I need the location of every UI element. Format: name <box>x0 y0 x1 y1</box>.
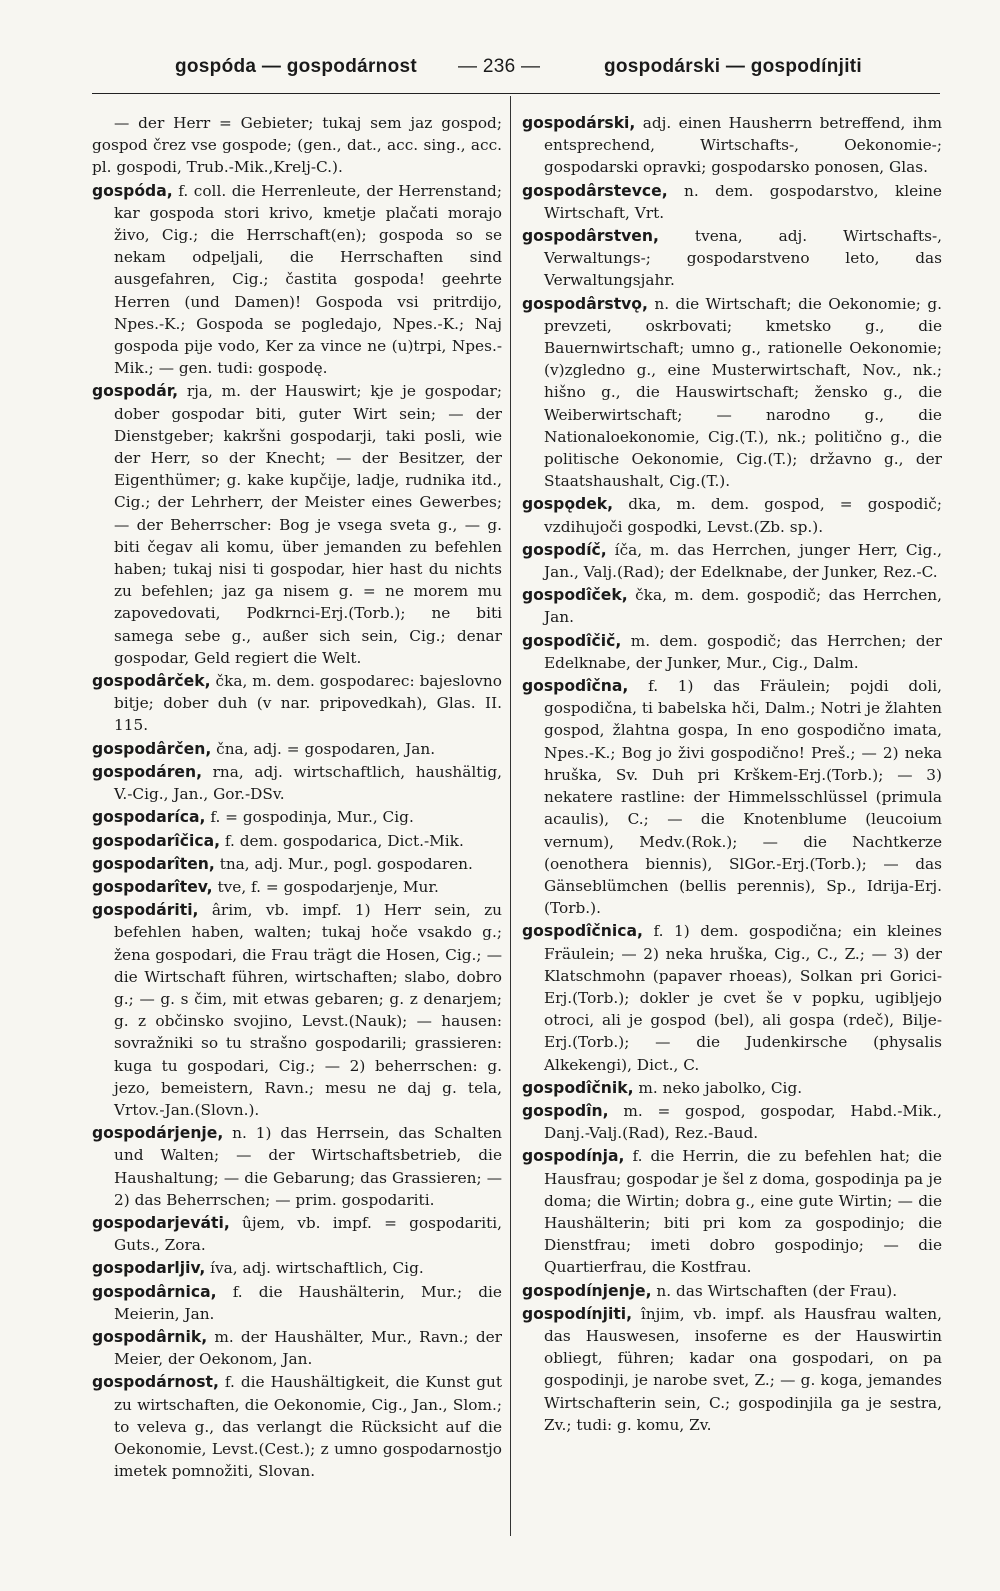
entry-headword: gospodîn, <box>522 1101 609 1120</box>
entry-definition: ârim, vb. impf. 1) Herr sein, zu befehlen haben, walten; tukaj hoče vsakdo g.; žena gospodari, die Frau trägt die Hosen, Cig.; — die Wirtschaft führen, wirtschaften; slabo, dobro g.; — g. s čim, mit etwas gebaren; g. z denarjem; g. z občinsko svojino, Levst.(Nauk); — hausen: sovražniki so tu strašno gospodarili; grassieren: kuga tu gospodari, Cig.; — 2) beherrschen: g. jezo, bemeistern, Ravn.; mesu ne daj g. tela, Vrtov.-Jan.(Slovn.). <box>114 901 502 1119</box>
entry-headword: gospodîček, <box>522 586 628 605</box>
entry-headword: gospodîčnik, <box>522 1078 634 1097</box>
entry-headword: gospodárjenje, <box>92 1124 224 1143</box>
entry-definition: n. dem. gospodarstvo, kleine Wirtschaft, Vrt. <box>544 181 942 222</box>
entry-definition: f. die Haushälterin, Mur.; die Meierin, Jan. <box>114 1282 502 1323</box>
entry-definition: f. dem. gospodarica, Dict.-Mik. <box>224 831 464 850</box>
entry-definition: m. dem. gospodič; das Herrchen; der Edelknabe, der Junker, Mur., Cig., Dalm. <box>544 631 942 672</box>
entry-headword: gospodârček, <box>92 672 211 691</box>
entry-definition: n. die Wirtschaft; die Oekonomie; g. prevzeti, oskrbovati; kmetsko g., die Bauernwirtschaft; umno g., rationelle Oekonomie; (v)zgledno g., eine Musterwirtschaft, Nov., nk.; hišno g., die Hauswirtschaft; žensko g., die Weiberwirtschaft; — narodno g., die Nationaloekonomie, Cig.(T.), nk.; politično g., die politische Oekonomie, Cig.(T.); državno g., der Staatshaushalt, Cig.(T.). <box>544 294 942 491</box>
column-divider <box>510 96 511 1536</box>
entry-definition: m. neko jabolko, Cig. <box>638 1078 803 1097</box>
dictionary-entry <box>522 1077 942 1099</box>
entry-headword: gospodínja, <box>522 1147 625 1166</box>
entry-definition: dka, m. dem. gospod, = gospodič; vzdihujoči gospodki, Levst.(Zb. sp.). <box>544 495 942 536</box>
dictionary-entry <box>522 1100 942 1144</box>
header-left-catchword: gospóda — gospodárnost <box>175 56 417 77</box>
entry-headword: gospodarîtev, <box>92 877 213 896</box>
dictionary-entry <box>92 1212 502 1256</box>
entry-definition: čka, m. dem. gospodič; das Herrchen, Jan. <box>544 586 942 627</box>
entry-definition: f. = gospodinja, Mur., Cig. <box>210 808 414 827</box>
entry-headword: gospodáriti, <box>92 901 199 920</box>
dictionary-entry <box>92 670 502 737</box>
header-rule <box>92 93 940 94</box>
entry-definition: čka, m. dem. gospodarec: bajeslovno bitje; dober duh (v nar. pripovedkah), Glas. II. 115. <box>114 672 502 735</box>
entry-headword: gospodínjiti, <box>522 1304 633 1323</box>
dictionary-entry <box>522 675 942 919</box>
entry-definition: íča, m. das Herrchen, junger Herr, Cig., Jan., Valj.(Rad); der Edelknabe, der Junker, Rez.-C. <box>544 540 942 582</box>
dictionary-entry <box>522 180 942 224</box>
entry-headword: gospodarljiv, <box>92 1259 206 1278</box>
dictionary-entry <box>92 876 502 898</box>
entry-headword: gospǫdek, <box>522 495 614 514</box>
entry-definition: rna, adj. wirtschaftlich, haushältig, V.-Cig., Jan., Gor.-DSv. <box>114 762 502 804</box>
entry-headword: gospodárski, <box>522 114 636 132</box>
dictionary-entry <box>92 180 502 380</box>
dictionary-entry <box>92 738 502 760</box>
entry-definition: n. das Wirtschaften (der Frau). <box>656 1281 898 1300</box>
dictionary-entry <box>522 293 942 493</box>
entry-definition: n. 1) das Herrsein, das Schalten und Walten; — der Wirtschaftsbetrieb, die Haushaltung; — die Gebarung; das Grassieren; — 2) das Beherrschen; — prim. gospodariti. <box>114 1124 502 1209</box>
dictionary-entry <box>92 112 502 179</box>
entry-headword: gospodárnost, <box>92 1373 219 1392</box>
entry-definition: f. coll. die Herrenleute, der Herrenstand; kar gospoda stori krivo, kmetje plačati morajo živo, Cig.; die Herrschaft(en); gospoda so se nekam odpeljali, die Herrschaften sind ausgefahren, Cig.; častita gospoda! geehrte Herren (und Damen)! Gospoda vsi pritrdijo, Npes.-K.; Gospoda se pogledajo, Npes.-K.; Naj gospoda pije vodo, Ker za vince ne (u)trpi, Npes.-Mik.; — gen. tudi: gospodę. <box>114 181 502 378</box>
entry-headword: gospodínjenje, <box>522 1281 652 1300</box>
entry-definition: adj. einen Hausherrn betreffend, ihm entsprechend, Wirtschafts-, Oekonomie-; gospodarski opravki; gospodarsko ponosen, Glas. <box>544 114 942 177</box>
dictionary-entry <box>92 806 502 828</box>
entry-headword: gospodârnik, <box>92 1327 208 1346</box>
entry-definition: f. 1) dem. gospodična; ein kleines Fräulein; — 2) neka hruška, Cig., C., Z.; — 3) der Klatschmohn (papaver rhoeas), Solkan pri Gorici-Erj.(Torb.); dokler je cvet še v popku, ugibljejo otroci, ali je gospod (bel), ali gospa (rdeč), Bilje-Erj.(Torb.); — die Judenkirsche (physalis Alkekengi), Dict., C. <box>544 922 942 1074</box>
dictionary-entry <box>92 1257 502 1279</box>
entry-definition: íva, adj. wirtschaftlich, Cig. <box>210 1259 424 1278</box>
entry-definition: m. der Haushälter, Mur., Ravn.; der Meier, der Oekonom, Jan. <box>114 1327 502 1369</box>
dictionary-entry <box>522 1145 942 1278</box>
dictionary-entry <box>92 1122 502 1211</box>
dictionary-entry <box>92 830 502 852</box>
entry-definition: — der Herr = Gebieter; tukaj sem jaz gospod; gospod črez vse gospode; (gen., dat., acc. sing., acc. pl. gospodi, Trub.-Mik.,Krelj-C.). <box>92 114 502 177</box>
dictionary-entry <box>522 630 942 674</box>
dictionary-entry <box>522 539 942 583</box>
entry-headword: gospodíč, <box>522 540 607 559</box>
entry-definition: tve, f. = gospodarjenje, Mur. <box>217 877 439 896</box>
page-number: — 236 — <box>458 56 541 77</box>
right-column <box>522 112 942 1532</box>
dictionary-entry <box>522 1280 942 1302</box>
dictionary-entry <box>522 225 942 292</box>
dictionary-entry <box>92 1371 502 1482</box>
entry-headword: gospodârstvǫ, <box>522 294 648 313</box>
entry-headword: gospodîčnica, <box>522 922 643 941</box>
entry-definition: f. die Herrin, die zu befehlen hat; die Hausfrau; gospodar je šel z doma, gospodinja pa je doma; die Wirtin; dobra g., eine gute Wirtin; — die Haushälterin; biti pri kom za gospodinjo; die Dienstfrau; imeti dobro gospodinjo; — die Quartierfrau, die Kostfrau. <box>544 1147 942 1277</box>
entry-headword: gospodârčen, <box>92 739 212 758</box>
dictionary-entry <box>92 1326 502 1370</box>
dictionary-entry <box>522 112 942 179</box>
entry-headword: gospóda, <box>92 181 173 200</box>
entry-headword: gospodîčna, <box>522 677 629 696</box>
header-right-catchword: gospodárski — gospodínjiti <box>604 56 862 77</box>
entry-definition: f. 1) das Fräulein; pojdi doli, gospodična, ti babelska hči, Dalm.; Notri je žlahten gospod, žlahtna gospa, In eno gospodično imata, Npes.-K.; Bog jo živi gospodično! Preš.; — 2) neka hruška, Sv. Duh pri Krškem-Erj.(Torb.); — 3) nekatere rastline: der Himmelsschlüssel (primula acaulis), C.; — die Knotenblume (leucoium vernum), Medv.(Rok.); — die Nachtkerze (oenothera biennis), SlGor.-Erj.(Torb.); — das Gänseblümchen (bellis perennis), Sp., Idrija-Erj.(Torb.). <box>544 677 942 918</box>
entry-definition: tvena, adj. Wirtschafts-, Verwaltungs-; gospodarstveno leto, das Verwaltungsjahr. <box>544 227 942 290</box>
entry-headword: gospodârstevce, <box>522 181 668 200</box>
dictionary-entry <box>92 761 502 805</box>
entry-definition: ûjem, vb. impf. = gospodariti, Guts., Zora. <box>114 1213 502 1255</box>
entry-headword: gospodarjeváti, <box>92 1213 230 1232</box>
entry-definition: înjim, vb. impf. als Hausfrau walten, das Hauswesen, insoferne es der Hauswirtin obliegt, führen; kadar ona gospodari, on pa gospodinji, je narobe svet, Z.; — g. koga, jemandes Wirtschafterin sein, C.; gospodinjila ga je sestra, Zv.; tudi: g. komu, Zv. <box>544 1304 942 1434</box>
dictionary-entry <box>92 853 502 875</box>
entry-headword: gospodaríca, <box>92 808 206 827</box>
entry-headword: gospodârnica, <box>92 1282 217 1301</box>
dictionary-entry <box>92 1281 502 1325</box>
entry-definition: rja, m. der Hauswirt; kje je gospodar; dober gospodar biti, guter Wirt sein; — der Dienstgeber; kakršni gospodarji, taki posli, wie der Herr, so der Knecht; — der Besitzer, der Eigenthümer; g. kake kupčije, ladje, rudnika itd., Cig.; der Lehrherr, der Meister eines Gewerbes; — der Beherrscher: Bog je vsega sveta g., — g. biti čegav ali komu, über jemanden zu befehlen haben; tukaj nisi ti gospodar, hier hast du nichts zu befehlen; jaz ga nisem g. = ne morem mu zapovedovati, Podkrnci-Erj.(Torb.); ne biti samega sebe g., außer sich sein, Cig.; denar gospodar, Geld regiert die Welt. <box>114 382 502 667</box>
dictionary-entry <box>522 584 942 628</box>
entry-headword: gospodáren, <box>92 762 203 781</box>
entry-headword: gospodîčič, <box>522 631 622 650</box>
dictionary-entry <box>522 920 942 1075</box>
dictionary-entry <box>92 899 502 1121</box>
entry-definition: čna, adj. = gospodaren, Jan. <box>216 739 436 758</box>
dictionary-entry <box>522 493 942 537</box>
entry-headword: gospodârstven, <box>522 227 659 246</box>
entry-definition: m. = gospod, gospodar, Habd.-Mik., Danj.-Valj.(Rad), Rez.-Baud. <box>544 1101 942 1143</box>
entry-definition: tna, adj. Mur., pogl. gospodaren. <box>219 854 473 873</box>
entry-headword: gospodár, <box>92 382 179 401</box>
left-column <box>92 112 502 1532</box>
entry-headword: gospodarîčica, <box>92 831 221 850</box>
entry-definition: f. die Haushältigkeit, die Kunst gut zu wirtschaften, die Oekonomie, Cig., Jan., Slom.; to veleva g., das verlangt die Rücksicht auf die Oekonomie, Levst.(Cest.); z umno gospodarnostjo imetek pomnožiti, Slovan. <box>114 1373 502 1481</box>
page-header <box>0 48 1000 84</box>
dictionary-entry <box>522 1303 942 1436</box>
dictionary-entry <box>92 380 502 669</box>
entry-headword: gospodarîten, <box>92 854 215 873</box>
